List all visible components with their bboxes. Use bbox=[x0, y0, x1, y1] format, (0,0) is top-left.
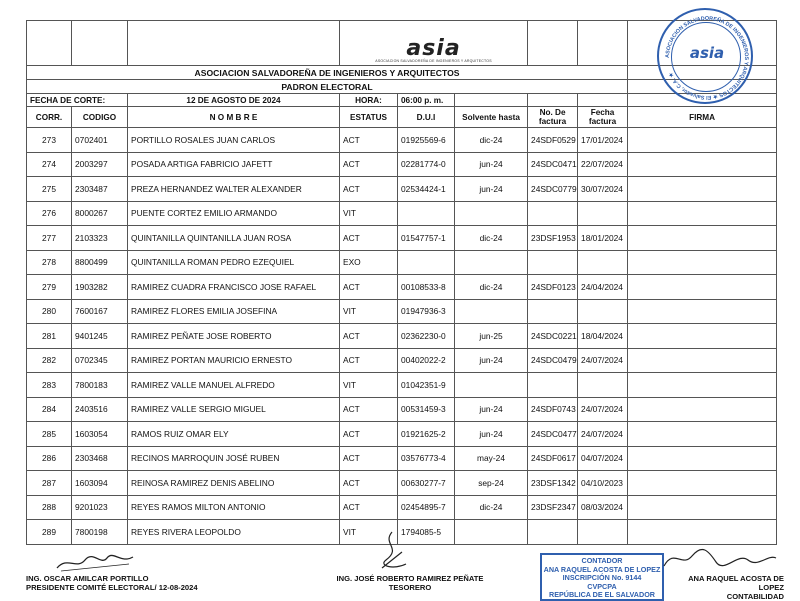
cell-corr: 287 bbox=[27, 471, 72, 496]
svg-text:ASOCIACION SALVADOREÑA DE INGE: ASOCIACION SALVADOREÑA DE INGENIEROS Y ARQUITECTOS ★ El Salvador, C.A. ★ bbox=[664, 15, 750, 101]
cell-firma bbox=[628, 373, 777, 398]
cell-firma bbox=[628, 446, 777, 471]
table-row bbox=[27, 471, 777, 496]
cell-codigo: 8800499 bbox=[72, 250, 128, 275]
cell-solvente: jun-24 bbox=[455, 152, 528, 177]
signature-block-contabilidad: ANA RAQUEL ACOSTA DE LOPEZ CONTABILIDAD bbox=[688, 574, 784, 601]
cell-factura: 23DSF1953 bbox=[528, 226, 578, 251]
col-nombre: N O M B R E bbox=[128, 107, 340, 128]
cell-firma bbox=[628, 397, 777, 422]
cell-codigo: 0702401 bbox=[72, 128, 128, 153]
cell-corr: 278 bbox=[27, 250, 72, 275]
cell-estatus: ACT bbox=[340, 128, 398, 153]
cell-fecha: 17/01/2024 bbox=[578, 128, 628, 153]
cell-codigo: 1603094 bbox=[72, 471, 128, 496]
cell-corr: 286 bbox=[27, 446, 72, 471]
col-fecha: Fecha factura bbox=[578, 107, 628, 128]
org-title: ASOCIACION SALVADOREÑA DE INGENIEROS Y ARQUITECTOS bbox=[27, 66, 628, 80]
cell-codigo: 8000267 bbox=[72, 201, 128, 226]
cell-fecha: 24/07/2024 bbox=[578, 422, 628, 447]
signature-presidente bbox=[55, 552, 135, 574]
cell-firma bbox=[628, 348, 777, 373]
table-row bbox=[27, 177, 777, 202]
cell-corr: 285 bbox=[27, 422, 72, 447]
cell-solvente bbox=[455, 201, 528, 226]
cell-dui: 02281774-0 bbox=[398, 152, 455, 177]
table-row bbox=[27, 324, 777, 349]
cell-factura: 24SDF0617 bbox=[528, 446, 578, 471]
cell-dui: 02362230-0 bbox=[398, 324, 455, 349]
cell-firma bbox=[628, 201, 777, 226]
col-corr: CORR. bbox=[27, 107, 72, 128]
cell-fecha: 18/01/2024 bbox=[578, 226, 628, 251]
cell-estatus: ACT bbox=[340, 397, 398, 422]
cell-nombre: RAMIREZ PEÑATE JOSE ROBERTO bbox=[128, 324, 340, 349]
cell-codigo: 2303468 bbox=[72, 446, 128, 471]
table-row bbox=[27, 250, 777, 275]
table-row bbox=[27, 299, 777, 324]
cell-factura bbox=[528, 373, 578, 398]
table-row bbox=[27, 373, 777, 398]
cell-solvente: dic-24 bbox=[455, 275, 528, 300]
cell-corr: 275 bbox=[27, 177, 72, 202]
cell-nombre: POSADA ARTIGA FABRICIO JAFETT bbox=[128, 152, 340, 177]
cell-factura: 24SDC0221 bbox=[528, 324, 578, 349]
cell-solvente: jun-24 bbox=[455, 177, 528, 202]
asia-logo: asia bbox=[406, 36, 461, 61]
table-row bbox=[27, 397, 777, 422]
cell-corr: 277 bbox=[27, 226, 72, 251]
cell-codigo: 7800183 bbox=[72, 373, 128, 398]
cell-solvente bbox=[455, 299, 528, 324]
cell-estatus: ACT bbox=[340, 471, 398, 496]
cell-nombre: REYES RAMOS MILTON ANTONIO bbox=[128, 495, 340, 520]
time-label: HORA: bbox=[340, 94, 398, 107]
cell-factura: 24SDC0479 bbox=[528, 348, 578, 373]
cell-estatus: ACT bbox=[340, 348, 398, 373]
cell-solvente bbox=[455, 520, 528, 545]
logo-cell bbox=[340, 21, 528, 66]
cell-nombre: RAMOS RUIZ OMAR ELY bbox=[128, 422, 340, 447]
cell-solvente: jun-24 bbox=[455, 348, 528, 373]
cell-dui: 03576773-4 bbox=[398, 446, 455, 471]
cell-codigo: 9401245 bbox=[72, 324, 128, 349]
cell-nombre: REINOSA RAMIREZ DENIS ABELINO bbox=[128, 471, 340, 496]
cell-nombre: RECINOS MARROQUIN JOSÉ RUBEN bbox=[128, 446, 340, 471]
signature-tesorero bbox=[372, 530, 412, 574]
cell-fecha bbox=[578, 299, 628, 324]
cell-codigo: 1903282 bbox=[72, 275, 128, 300]
cell-fecha: 24/04/2024 bbox=[578, 275, 628, 300]
cell-fecha: 04/07/2024 bbox=[578, 446, 628, 471]
cell-firma bbox=[628, 299, 777, 324]
col-factura: No. De factura bbox=[528, 107, 578, 128]
doc-title: PADRON ELECTORAL bbox=[27, 80, 628, 94]
cell-fecha: 24/07/2024 bbox=[578, 397, 628, 422]
logo-subtext: ASOCIACION SALVADOREÑA DE INGENIEROS Y ARQUITECTOS bbox=[375, 59, 492, 63]
cell-solvente: jun-24 bbox=[455, 397, 528, 422]
cell-nombre: REYES RIVERA LEOPOLDO bbox=[128, 520, 340, 545]
cell-factura bbox=[528, 250, 578, 275]
cell-firma bbox=[628, 520, 777, 545]
table-row bbox=[27, 446, 777, 471]
cell-firma bbox=[628, 250, 777, 275]
cell-corr: 276 bbox=[27, 201, 72, 226]
contador-stamp: CONTADOR ANA RAQUEL ACOSTA DE LOPEZ INSCRIPCIÓN No. 9144 CVPCPA REPÚBLICA DE EL SALVADOR bbox=[540, 553, 664, 601]
cell-dui: 01547757-1 bbox=[398, 226, 455, 251]
cell-solvente: jun-25 bbox=[455, 324, 528, 349]
cell-fecha: 08/03/2024 bbox=[578, 495, 628, 520]
cell-estatus: VIT bbox=[340, 373, 398, 398]
signature-contabilidad bbox=[660, 546, 780, 572]
cell-nombre: QUINTANILLA ROMAN PEDRO EZEQUIEL bbox=[128, 250, 340, 275]
stamp-logo-text: asia bbox=[689, 44, 725, 62]
table-row bbox=[27, 275, 777, 300]
cut-date-label: FECHA DE CORTE: bbox=[27, 94, 128, 107]
cell-factura bbox=[528, 201, 578, 226]
col-dui: D.U.I bbox=[398, 107, 455, 128]
cell-nombre: RAMIREZ FLORES EMILIA JOSEFINA bbox=[128, 299, 340, 324]
cell-estatus: ACT bbox=[340, 495, 398, 520]
cell-nombre: PUENTE CORTEZ EMILIO ARMANDO bbox=[128, 201, 340, 226]
cell-solvente bbox=[455, 373, 528, 398]
cell-solvente: dic-24 bbox=[455, 495, 528, 520]
cell-dui: 01925569-6 bbox=[398, 128, 455, 153]
cell-codigo: 0702345 bbox=[72, 348, 128, 373]
cell-dui: 01042351-9 bbox=[398, 373, 455, 398]
cell-firma bbox=[628, 177, 777, 202]
table-row bbox=[27, 226, 777, 251]
cell-codigo: 7600167 bbox=[72, 299, 128, 324]
cell-fecha bbox=[578, 201, 628, 226]
signature-block-tesorero: ING. JOSÉ ROBERTO RAMIREZ PEÑATE TESORERO bbox=[336, 574, 484, 592]
cell-solvente bbox=[455, 250, 528, 275]
cell-estatus: ACT bbox=[340, 275, 398, 300]
cell-firma bbox=[628, 422, 777, 447]
cell-corr: 280 bbox=[27, 299, 72, 324]
cell-solvente: sep-24 bbox=[455, 471, 528, 496]
cell-nombre: RAMIREZ VALLE MANUEL ALFREDO bbox=[128, 373, 340, 398]
col-estatus: ESTATUS bbox=[340, 107, 398, 128]
cell-firma bbox=[628, 471, 777, 496]
cell-fecha bbox=[578, 373, 628, 398]
cell-estatus: ACT bbox=[340, 226, 398, 251]
cell-dui: 00630277-7 bbox=[398, 471, 455, 496]
cell-dui bbox=[398, 250, 455, 275]
cell-fecha: 22/07/2024 bbox=[578, 152, 628, 177]
cell-solvente: may-24 bbox=[455, 446, 528, 471]
cell-estatus: ACT bbox=[340, 422, 398, 447]
cell-codigo: 7800198 bbox=[72, 520, 128, 545]
cell-factura: 24SDF0123 bbox=[528, 275, 578, 300]
cell-nombre: RAMIREZ PORTAN MAURICIO ERNESTO bbox=[128, 348, 340, 373]
table-row bbox=[27, 152, 777, 177]
cell-fecha: 18/04/2024 bbox=[578, 324, 628, 349]
cell-factura: 24SDC0477 bbox=[528, 422, 578, 447]
cell-estatus: EXO bbox=[340, 250, 398, 275]
cell-codigo: 2003297 bbox=[72, 152, 128, 177]
cell-solvente: dic-24 bbox=[455, 226, 528, 251]
cell-dui: 01921625-2 bbox=[398, 422, 455, 447]
cell-fecha: 04/10/2023 bbox=[578, 471, 628, 496]
cell-estatus: ACT bbox=[340, 177, 398, 202]
cell-factura: 23DSF2347 bbox=[528, 495, 578, 520]
signature-block-presidente: ING. OSCAR AMILCAR PORTILLO PRESIDENTE COMITÉ ELECTORAL/ 12-08-2024 bbox=[26, 574, 198, 592]
table-row bbox=[27, 495, 777, 520]
cell-factura bbox=[528, 520, 578, 545]
cell-codigo: 2103323 bbox=[72, 226, 128, 251]
cell-estatus: ACT bbox=[340, 152, 398, 177]
table-row bbox=[27, 201, 777, 226]
table-row bbox=[27, 128, 777, 153]
cell-codigo: 2403516 bbox=[72, 397, 128, 422]
cell-factura bbox=[528, 299, 578, 324]
cell-solvente: dic-24 bbox=[455, 128, 528, 153]
cell-firma bbox=[628, 226, 777, 251]
cell-corr: 274 bbox=[27, 152, 72, 177]
cell-dui: 00108533-8 bbox=[398, 275, 455, 300]
cell-dui: 02454895-7 bbox=[398, 495, 455, 520]
cell-corr: 283 bbox=[27, 373, 72, 398]
cell-solvente: jun-24 bbox=[455, 422, 528, 447]
cell-estatus: VIT bbox=[340, 201, 398, 226]
cell-corr: 279 bbox=[27, 275, 72, 300]
cell-codigo: 9201023 bbox=[72, 495, 128, 520]
cell-codigo: 1603054 bbox=[72, 422, 128, 447]
cell-dui: 00402022-2 bbox=[398, 348, 455, 373]
cell-estatus: ACT bbox=[340, 446, 398, 471]
cell-corr: 281 bbox=[27, 324, 72, 349]
cell-nombre: PREZA HERNANDEZ WALTER ALEXANDER bbox=[128, 177, 340, 202]
cell-corr: 288 bbox=[27, 495, 72, 520]
cell-dui bbox=[398, 201, 455, 226]
cell-nombre: RAMIREZ VALLE SERGIO MIGUEL bbox=[128, 397, 340, 422]
cell-fecha bbox=[578, 250, 628, 275]
table-body bbox=[27, 128, 777, 545]
cell-firma bbox=[628, 495, 777, 520]
cell-dui: 00531459-3 bbox=[398, 397, 455, 422]
cell-estatus: ACT bbox=[340, 324, 398, 349]
cell-factura: 24SDC0471 bbox=[528, 152, 578, 177]
cell-factura: 24SDF0743 bbox=[528, 397, 578, 422]
cell-estatus: VIT bbox=[340, 299, 398, 324]
cell-corr: 273 bbox=[27, 128, 72, 153]
cell-corr: 282 bbox=[27, 348, 72, 373]
cell-dui: 1794085-5 bbox=[398, 520, 455, 545]
cell-fecha: 30/07/2024 bbox=[578, 177, 628, 202]
asia-round-stamp bbox=[657, 8, 753, 104]
cell-firma bbox=[628, 324, 777, 349]
cell-estatus: VIT bbox=[340, 520, 398, 545]
cell-nombre: RAMIREZ CUADRA FRANCISCO JOSE RAFAEL bbox=[128, 275, 340, 300]
cut-date: 12 DE AGOSTO DE 2024 bbox=[128, 94, 340, 107]
table-row bbox=[27, 422, 777, 447]
column-headers bbox=[27, 107, 777, 128]
col-solvente: Solvente hasta bbox=[455, 107, 528, 128]
cell-factura: 24SDF0529 bbox=[528, 128, 578, 153]
col-firma: FIRMA bbox=[628, 107, 777, 128]
cell-fecha bbox=[578, 520, 628, 545]
cell-fecha: 24/07/2024 bbox=[578, 348, 628, 373]
cell-corr: 284 bbox=[27, 397, 72, 422]
cell-factura: 23DSF1342 bbox=[528, 471, 578, 496]
col-codigo: CODIGO bbox=[72, 107, 128, 128]
cell-codigo: 2303487 bbox=[72, 177, 128, 202]
cell-nombre: QUINTANILLA QUINTANILLA JUAN ROSA bbox=[128, 226, 340, 251]
cell-dui: 02534424-1 bbox=[398, 177, 455, 202]
cell-firma bbox=[628, 152, 777, 177]
time-value: 06:00 p. m. bbox=[398, 94, 455, 107]
cell-dui: 01947936-3 bbox=[398, 299, 455, 324]
cell-corr: 289 bbox=[27, 520, 72, 545]
cell-nombre: PORTILLO ROSALES JUAN CARLOS bbox=[128, 128, 340, 153]
cell-firma bbox=[628, 275, 777, 300]
table-row bbox=[27, 348, 777, 373]
cell-firma bbox=[628, 128, 777, 153]
cell-factura: 24SDC0779 bbox=[528, 177, 578, 202]
